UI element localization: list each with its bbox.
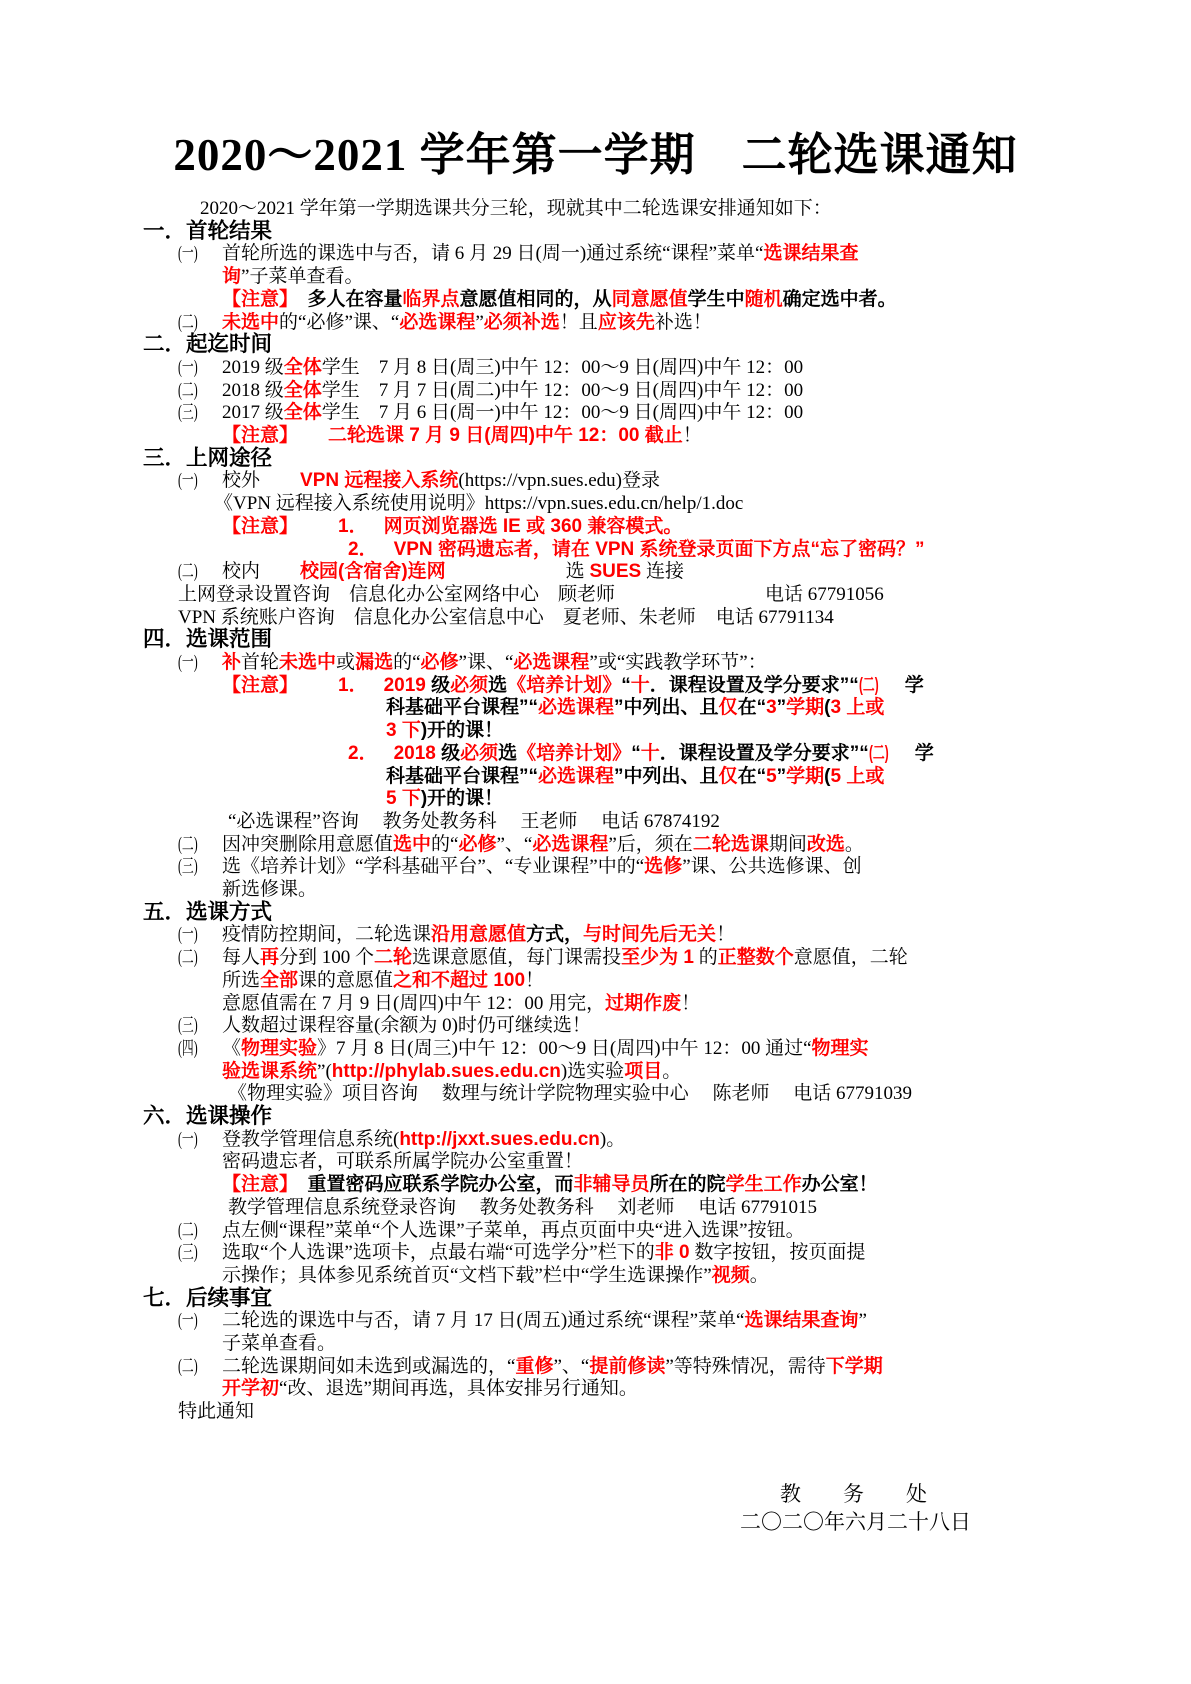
text-run: 确定选中者。: [782, 288, 897, 310]
text-run: 的“: [431, 833, 459, 855]
text-run: 示操作；具体参见系统首页“文档下载”栏中“学生选课操作”: [222, 1264, 712, 1286]
text-run: 选《培养计划》“学科基础平台”、“专业课程”中的“: [222, 856, 645, 878]
text-run: 。: [749, 1264, 769, 1286]
text-run: 【注意】: [222, 1174, 289, 1196]
text-run: 与时间先后无关: [583, 924, 717, 946]
text-run: 级: [425, 674, 451, 696]
doc-line: [214, 492, 743, 515]
text-run: 全体: [283, 402, 322, 424]
doc-line: [222, 424, 702, 447]
signature-org: 教 务 处: [780, 1482, 927, 1506]
text-run: 数字按钮，按页面提: [689, 1242, 866, 1264]
text-run: VPN 系统账户咨询 信息化办公室信息中心 夏老师、朱老师: [178, 606, 696, 628]
spacer: [446, 576, 566, 577]
text-run: 必须: [460, 742, 499, 764]
doc-line: [222, 969, 544, 992]
text-run: 至少为 1: [621, 947, 694, 969]
list-marker: (三): [178, 1015, 198, 1037]
text-run: 二．起迄时间: [143, 332, 273, 357]
spacer: [368, 690, 384, 691]
text-run: ”后，须在: [608, 833, 693, 855]
list-marker: (一): [178, 1128, 198, 1150]
text-run: 5: [766, 765, 777, 787]
text-run: 未选中: [222, 311, 280, 333]
text-run: 因冲突删除用意愿值: [222, 833, 394, 855]
text-run: 二轮: [374, 947, 413, 969]
text-run: 《培养计划》: [517, 742, 632, 764]
text-run: 未选中: [279, 652, 337, 673]
text-run: 学生 7 月 6 日(周一)中午 12：00～9 日(周四)中午 12：00: [321, 402, 804, 424]
spacer: [368, 531, 384, 532]
doc-line: [228, 810, 720, 833]
text-run: 所选: [222, 969, 261, 991]
text-run: 3 上或: [830, 697, 885, 719]
text-run: 四．选课范围: [143, 627, 273, 652]
contact-line: 《物理实验》项目咨询 数理与统计学院物理实验中心 陈老师 电话 67791039: [228, 1083, 913, 1105]
text-run: 全体: [283, 356, 322, 378]
doc-line: [222, 1264, 769, 1287]
text-run: 选: [565, 561, 590, 583]
text-run: 临界点: [402, 288, 460, 310]
text-run: 学生 7 月 7 日(周二)中午 12：00～9 日(周四)中午 12：00: [321, 379, 804, 401]
text-run: 选课结果查: [763, 243, 859, 265]
text-run: 意愿值相同的，从: [459, 288, 612, 310]
list-marker: (二): [178, 833, 198, 855]
text-run: “改、退选”期间再选，具体安排另行通知。: [279, 1378, 638, 1400]
text-run: 二轮选课期间如未选到或漏选的，“: [222, 1355, 516, 1377]
text-run: 物理实: [811, 1037, 869, 1059]
text-run: ”、“: [496, 833, 533, 855]
text-run: 选: [488, 674, 508, 696]
doc-line: [222, 878, 317, 901]
text-run: )选实验: [560, 1060, 625, 1082]
text-run: 选课结果查询: [744, 1310, 859, 1332]
doc-line: [178, 401, 803, 424]
phylab-url: http://phylab.sues.edu.cn: [331, 1060, 561, 1082]
text-run: 2017 级: [222, 402, 284, 424]
text-run: 仅: [718, 765, 738, 787]
text-run: 子菜单查看。: [222, 1333, 337, 1354]
text-run: 下学期: [825, 1355, 883, 1377]
text-run: 科基础平台课程”“: [386, 765, 539, 787]
doc-line: [178, 311, 712, 334]
text-run: ．课程设置及学分要求”“: [649, 674, 859, 696]
list-marker: (三): [178, 402, 198, 424]
doc-line: [222, 1332, 336, 1355]
text-run: ！: [681, 992, 701, 1014]
text-run: 应该先: [597, 311, 655, 333]
doc-line: [178, 242, 858, 265]
text-run: )开的课！: [420, 720, 504, 742]
doc-line: [222, 1377, 638, 1400]
text-run: 3 下: [386, 720, 421, 742]
text-run: 选修: [644, 856, 683, 878]
text-run: ”子菜单查看。: [241, 266, 364, 288]
text-run: 学生 7 月 8 日(周三)中午 12：00～9 日(周四)中午 12：00: [321, 356, 804, 378]
list-marker: (三): [178, 1242, 198, 1264]
text-run: 必选课程: [532, 833, 609, 855]
text-run: ”中列出、且: [614, 697, 719, 719]
jxxt-url: http://jxxt.sues.edu.cn: [399, 1128, 600, 1150]
doc-line: [348, 538, 925, 561]
doc-line: [386, 719, 503, 742]
text-run: 选课意愿值，每门课需投: [412, 947, 622, 969]
doc-line: [222, 515, 682, 538]
list-marker: (二): [178, 947, 198, 969]
text-run: 非 0: [654, 1242, 690, 1264]
text-run: 二轮选课 7 月 9 日(周四)中午 12：00 截止: [328, 425, 683, 446]
list-marker: (一): [178, 356, 198, 378]
text-run: SUES: [589, 561, 642, 583]
text-run: ”等特殊情况，需待: [665, 1355, 826, 1377]
text-run: 。: [662, 1060, 682, 1082]
vpn-url: (https://vpn.sues.edu)登录: [458, 470, 660, 492]
text-run: 的: [693, 947, 718, 969]
text-run: 学生工作: [725, 1174, 802, 1196]
spacer: [260, 576, 300, 577]
phone-number: 电话 67791134: [715, 606, 834, 628]
doc-line: [178, 560, 684, 583]
list-marker: (三): [178, 856, 198, 878]
doc-line: [222, 1060, 681, 1083]
text-run: 2019 级: [222, 356, 284, 378]
text-run: ”: [776, 697, 787, 719]
text-run: 2．: [348, 742, 378, 764]
list-marker: (二): [178, 379, 198, 401]
text-run: 提前修读: [589, 1355, 666, 1377]
list-marker: (二): [178, 1355, 198, 1377]
text-run: 三．上网途径: [143, 445, 273, 470]
text-run: ”中列出、且: [614, 765, 719, 787]
doc-line: [178, 833, 864, 856]
text-run: 办公室！: [801, 1174, 878, 1196]
text-run: 点左侧“课程”菜单“个人选课”子菜单，再点页面中央“进入选课”按钮。: [222, 1219, 805, 1241]
doc-line: [228, 1196, 817, 1219]
text-run: 学: [895, 742, 934, 764]
text-run: 在“: [737, 765, 767, 787]
text-run: 【注意】: [222, 515, 299, 537]
spacer: [298, 531, 338, 532]
text-run: 3: [766, 697, 777, 719]
doc-line: [178, 379, 803, 402]
text-run: 再: [260, 947, 280, 969]
spacer: [298, 690, 338, 691]
text-run: 必选课程: [513, 652, 590, 673]
doc-line: [178, 1014, 591, 1037]
section-heading: [143, 447, 272, 470]
text-run: 。: [844, 833, 864, 855]
doc-line: [228, 1082, 912, 1105]
doc-line: [178, 1309, 867, 1332]
text-run: 开学初: [222, 1378, 280, 1400]
list-marker: (二): [178, 311, 198, 333]
doc-line: [222, 265, 363, 288]
text-run: 重修: [515, 1355, 554, 1377]
doc-line: [178, 946, 908, 969]
doc-line: [222, 288, 897, 311]
section-heading: [143, 333, 272, 356]
text-run: 二轮选课: [692, 833, 769, 855]
text-run: 校园(含宿舍)连网: [300, 561, 446, 583]
text-run: 分到 100 个: [279, 947, 375, 969]
text-run: 十: [640, 742, 660, 764]
text-run: 或: [336, 652, 356, 673]
text-run: 非辅导员: [573, 1174, 650, 1196]
text-run: 【注意】: [222, 674, 299, 696]
text-run: 视频: [711, 1264, 750, 1286]
list-marker: (四): [178, 1037, 198, 1059]
text-run: ．课程设置及学分要求”“: [659, 742, 869, 764]
text-run: 首轮: [241, 652, 280, 673]
spacer: [615, 599, 765, 600]
doc-line: [200, 197, 832, 220]
text-run: 在“: [737, 697, 767, 719]
doc-line: [178, 855, 862, 878]
text-run: 1．: [338, 515, 368, 537]
text-run: 课的意愿值: [298, 969, 394, 991]
text-run: 选: [498, 742, 518, 764]
text-run: 正整数个: [717, 947, 794, 969]
doc-line: [178, 1219, 805, 1242]
doc-line: [178, 1241, 865, 1264]
list-marker: (一): [178, 1310, 198, 1332]
text-run: 物理实验: [241, 1037, 318, 1059]
list-marker: (一): [178, 924, 198, 946]
doc-line: [178, 606, 834, 629]
text-run: 仅: [718, 697, 738, 719]
text-run: 七．后续事宜: [143, 1285, 273, 1310]
doc-line: [178, 651, 767, 674]
doc-line: [178, 1128, 625, 1151]
text-run: 首轮所选的课选中与否，请 6 月 29 日(周一)通过系统“课程”菜单“: [222, 243, 764, 265]
text-run: “: [621, 674, 631, 696]
text-run: 密码遗忘者，可联系所属学院办公室重置！: [222, 1151, 584, 1173]
text-run: 人数超过课程容量(余额为 0)时仍可继续选！: [222, 1015, 591, 1037]
text-run: (: [824, 697, 831, 719]
text-run: ！且: [559, 311, 598, 333]
doc-line: [222, 992, 700, 1015]
text-run: 全部: [260, 969, 299, 991]
text-run: 之和不超过 100: [393, 969, 526, 991]
doc-line: [178, 923, 735, 946]
text-run: 所在的院: [649, 1174, 726, 1196]
text-run: ！: [682, 425, 702, 446]
text-run: 学期: [786, 697, 825, 719]
list-marker: (一): [178, 652, 198, 673]
text-run: “: [631, 742, 641, 764]
text-run: ”课、“: [458, 652, 514, 673]
text-run: 期间: [768, 833, 807, 855]
text-run: 六．选课操作: [143, 1104, 273, 1128]
text-run: (二): [868, 742, 889, 764]
doc-line: [178, 1355, 883, 1378]
section-heading: [143, 1105, 272, 1128]
text-run: 重置密码应联系学院办公室，而: [288, 1174, 574, 1196]
text-run: 意愿值，二轮: [793, 947, 908, 969]
text-run: )。: [599, 1128, 626, 1150]
text-run: 级: [435, 742, 461, 764]
text-run: 全体: [283, 379, 322, 401]
text-run: 漏选: [355, 652, 394, 673]
text-run: 改选: [806, 833, 845, 855]
doc-line: [178, 469, 660, 492]
contact-line: 教学管理信息系统登录咨询 教务处教务科 刘老师 电话 67791015: [228, 1196, 818, 1218]
text-run: 》7 月 8 日(周三)中午 12：00～9 日(周四)中午 12：00 通过“: [317, 1037, 812, 1059]
text-run: 校内: [222, 561, 261, 583]
text-run: ”、“: [553, 1355, 590, 1377]
text-run: 连接: [641, 561, 684, 583]
doc-line: [386, 787, 503, 810]
signature-date: 二〇二〇年六月二十八日: [740, 1510, 971, 1534]
spacer: [696, 622, 716, 623]
text-run: VPN 远程接入系统: [300, 470, 459, 492]
text-run: 必修: [420, 652, 459, 673]
text-run: 学期: [786, 765, 825, 787]
text-run: ”: [858, 1310, 867, 1332]
text-run: 2018 级: [222, 379, 284, 401]
text-run: 2020～2021 学年第一学期选课共分三轮，现就其中二轮选课安排通知如下：: [200, 198, 832, 219]
text-run: 科基础平台课程”“: [386, 697, 539, 719]
section-heading: [143, 628, 272, 651]
text-run: 验选课系统: [222, 1060, 318, 1082]
spacer: [378, 554, 394, 555]
doc-line: [222, 1173, 878, 1196]
text-run: ”或“实践教学环节”：: [589, 652, 767, 673]
doc-line: [222, 1150, 583, 1173]
text-run: 必须补选: [483, 311, 560, 333]
text-run: ！: [716, 924, 736, 946]
text-run: 登教学管理信息系统(: [222, 1128, 400, 1150]
text-run: 五．选课方式: [143, 899, 273, 924]
list-marker: (一): [178, 243, 198, 265]
text-run: 校外: [222, 470, 261, 492]
text-run: ”课、公共选修课、创: [682, 856, 862, 878]
text-run: 二轮选的课选中与否，请 7 月 17 日(周五)通过系统“课程”菜单“: [222, 1310, 745, 1332]
doc-line: [178, 1400, 254, 1423]
section-heading: [143, 1287, 272, 1310]
list-marker: (二): [178, 561, 198, 583]
spacer: [260, 485, 300, 486]
text-run: 上网登录设置咨询 信息化办公室网络中心 顾老师: [178, 583, 616, 605]
text-run: 学生中: [687, 288, 745, 310]
text-run: 过期作废: [605, 992, 682, 1014]
text-run: 每人: [222, 947, 261, 969]
text-run: 特此通知: [178, 1401, 255, 1423]
text-run: 必选课程: [538, 765, 615, 787]
text-run: 选中: [393, 833, 432, 855]
section-heading: [143, 901, 272, 924]
text-run: )开的课！: [420, 788, 504, 810]
list-marker: (二): [178, 1219, 198, 1241]
page-title: 2020～2021 学年第一学期 二轮选课通知: [173, 130, 1018, 180]
text-run: 一．首轮结果: [143, 218, 273, 243]
spacer: [378, 758, 394, 759]
text-run: ”(: [317, 1060, 332, 1082]
section-heading: [143, 220, 272, 243]
text-run: 的“必修”课、“: [279, 311, 400, 333]
text-run: 项目: [624, 1060, 663, 1082]
text-run: 同意愿值: [611, 288, 688, 310]
text-run: 2．: [348, 538, 378, 560]
text-run: VPN 密码遗忘者，请在 VPN 系统登录页面下方点“忘了密码？”: [393, 538, 925, 560]
text-run: 5 上或: [830, 765, 885, 787]
vpn-help-url: 《VPN 远程接入系统使用说明》https://vpn.sues.edu.cn/help/1.doc: [214, 493, 744, 515]
text-run: 多人在容量: [288, 288, 403, 310]
text-run: 新选修课。: [222, 879, 318, 900]
contact-line: “必选课程”咨询 教务处教务科 王老师 电话 67874192: [228, 810, 720, 832]
text-run: 疫情防控期间，二轮选课: [222, 924, 432, 946]
text-run: ”: [475, 311, 484, 333]
doc-line: [386, 765, 884, 788]
doc-line: [348, 742, 934, 765]
doc-line: [178, 356, 803, 379]
text-run: 【注意】: [222, 425, 299, 446]
doc-line: [178, 583, 884, 606]
text-run: 《培养计划》: [507, 674, 622, 696]
text-run: 的“: [393, 652, 421, 673]
text-run: 5 下: [386, 788, 421, 810]
text-run: 意愿值需在 7 月 9 日(周四)中午 12：00 用完，: [222, 992, 606, 1014]
text-run: 十: [630, 674, 650, 696]
text-run: 《: [222, 1037, 242, 1059]
text-run: 必选课程: [399, 311, 476, 333]
text-run: 必选课程: [538, 697, 615, 719]
text-run: 补: [222, 652, 242, 673]
text-run: 网页浏览器选 IE 或 360 兼容模式。: [383, 515, 683, 537]
doc-line: [222, 674, 924, 697]
doc-line: [178, 1037, 869, 1060]
text-run: 随机: [744, 288, 783, 310]
phone-number: 电话 67791056: [765, 583, 884, 605]
text-run: 方式，: [526, 924, 584, 946]
text-run: 【注意】: [222, 288, 289, 310]
text-run: 询: [222, 266, 242, 288]
text-run: 学: [885, 674, 924, 696]
spacer: [298, 440, 328, 441]
text-run: 选取“个人选课”选项卡，点最右端“可选学分”栏下的: [222, 1242, 655, 1264]
text-run: 补选！: [654, 311, 712, 333]
text-run: (二): [858, 674, 879, 696]
text-run: ！: [525, 969, 545, 991]
text-run: 必修: [458, 833, 497, 855]
text-run: 2018: [393, 742, 436, 764]
list-marker: (一): [178, 470, 198, 492]
text-run: 1．: [338, 674, 368, 696]
text-run: 2019: [383, 674, 426, 696]
text-run: (: [824, 765, 831, 787]
text-run: 必须: [450, 674, 489, 696]
doc-line: [386, 696, 884, 719]
text-run: 沿用意愿值: [431, 924, 527, 946]
text-run: ”: [776, 765, 787, 787]
